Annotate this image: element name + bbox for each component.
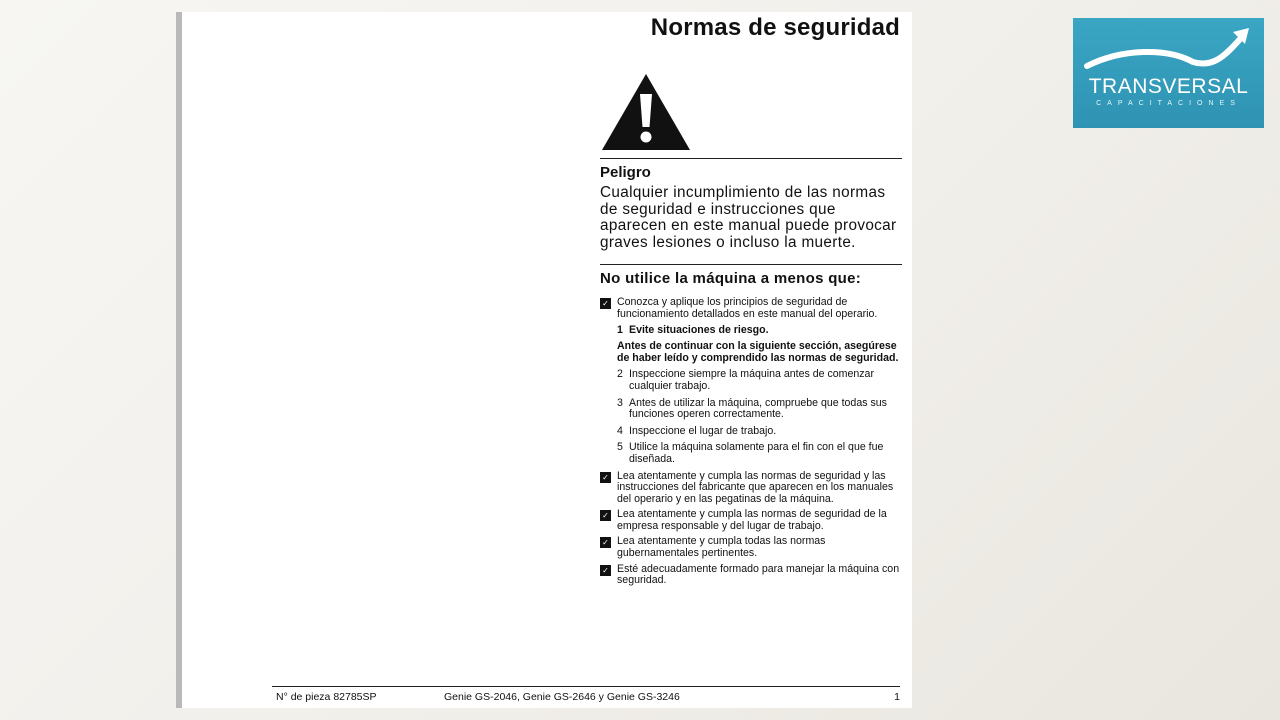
- check-item: [600, 509, 902, 532]
- item-text: Inspeccione el lugar de trabajo.: [629, 424, 777, 437]
- numbered-item: [600, 369, 902, 392]
- arrow-swoosh-icon: [1073, 18, 1264, 128]
- check-item-text: Esté adecuadamente formado para manejar la máquina con seguridad.: [617, 562, 900, 587]
- checked-box-icon: ✓: [600, 472, 611, 483]
- part-number: N° de pieza 82785SP: [276, 691, 377, 703]
- danger-text: Cualquier incumplimiento de las normas de seguridad e instrucciones que aparecen en este manual puede provocar graves lesiones o incluso la muerte.: [600, 184, 897, 251]
- check-item: [600, 471, 902, 506]
- item-number: 2: [617, 368, 623, 381]
- numbered-item: [600, 442, 902, 465]
- checked-box-icon: ✓: [600, 565, 611, 576]
- page-title: Normas de seguridad: [650, 14, 900, 41]
- model-list: Genie GS-2046, Genie GS-2646 y Genie GS-3246: [444, 691, 680, 703]
- item-number: 3: [617, 396, 623, 409]
- check-item: [600, 564, 902, 587]
- item-number: 5: [617, 441, 623, 454]
- safety-note: Antes de continuar con la siguiente sección, asegúrese de haber leído y comprendido las normas de seguridad.: [617, 340, 899, 364]
- check-item: [600, 297, 902, 320]
- item-text: Evite situaciones de riesgo.: [629, 323, 769, 336]
- check-item-text: Lea atentamente y cumpla todas las normas gubernamentales pertinentes.: [617, 535, 826, 560]
- item-text: Inspeccione siempre la máquina antes de comenzar cualquier trabajo.: [629, 368, 874, 392]
- no-use-heading: No utilice la máquina a menos que:: [600, 270, 862, 288]
- item-number: 4: [617, 424, 623, 437]
- checked-box-icon: ✓: [600, 298, 611, 309]
- danger-heading: Peligro: [600, 164, 651, 181]
- check-item-text: Lea atentamente y cumpla las normas de seguridad y las instrucciones del fabricante que aparecen en los manuales del operario y en las pegatinas de la máquina.: [617, 469, 894, 505]
- item-number: 1: [617, 323, 623, 336]
- requirements-list: [600, 297, 902, 586]
- numbered-item: [600, 325, 902, 337]
- item-text: Antes de utilizar la máquina, compruebe que todas sus funciones operen correctamente.: [629, 396, 887, 421]
- page-number: 1: [894, 691, 900, 703]
- check-item-text: Lea atentamente y cumpla las normas de seguridad de la empresa responsable y del lugar de trabajo.: [617, 508, 887, 532]
- manual-page: [176, 12, 912, 708]
- page-left-rule: [176, 12, 182, 708]
- check-item-text: Conozca y aplique los principios de seguridad de funcionamiento detallados en este manual del operario.: [617, 296, 878, 320]
- page-footer: [272, 686, 900, 703]
- numbered-item: [600, 398, 902, 421]
- divider: [600, 158, 902, 159]
- safety-column: [600, 72, 902, 591]
- numbered-item: [600, 426, 902, 438]
- logo-name: TRANSVERSAL: [1088, 75, 1249, 98]
- logo-tagline: CAPACITACIONES: [1096, 100, 1241, 107]
- checked-box-icon: ✓: [600, 510, 611, 521]
- divider: [600, 264, 902, 265]
- checked-box-icon: ✓: [600, 537, 611, 548]
- warning-triangle-icon: [600, 72, 692, 152]
- transversal-logo: [1073, 18, 1264, 128]
- check-item: [600, 536, 902, 559]
- item-text: Utilice la máquina solamente para el fin con el que fue diseñada.: [629, 441, 884, 465]
